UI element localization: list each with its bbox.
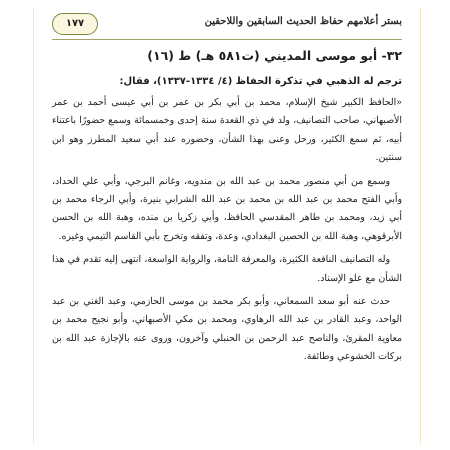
running-header-title: بستر أعلامهم حفاظ الحديث السابقين واللاحقين xyxy=(204,16,402,27)
body-paragraph: «الحافظ الكبير شيخ الإسلام، محمد بن أبي بكر بن عمر بن أبي عيسى أحمد بن عمر الأصبهاني، صاحب التصانيف، ولد في ذي القعدة سنة إحدى وخمسمائة وسمع حضورًا باعتناء أبيه، ثم سمع الكثير، ورحل وعنى بهذا الشأن، وحضوره عند أبي سعيد المطرز وهو ابن سنتين. xyxy=(52,97,402,164)
page-number-badge: ١٧٧ xyxy=(52,13,98,35)
entry-intro: ترجم له الذهبي في تذكرة الحفاظ (٤/ ١٣٣٤-١٣٣٧)، فقال: xyxy=(119,76,402,87)
body-paragraph: وله التصانيف النافعة الكثيرة، والمعرفة التامة، والرواية الواسعة، انتهى إليه تقدم في هذا الشأن مع علو الإسناد. xyxy=(52,254,402,284)
running-header xyxy=(52,13,402,37)
body-paragraph: حدث عنه أبو سعد السمعاني، وأبو بكر محمد بن موسى الحازمي، وعبد الغني بن عبد الواحد، وعبد القادر بن عبد الله الرهاوي، ومحمد بن مكي الأصبهاني، وأبو نجيح محمد بن معاوية المقرئ، والناصح عبد الرحمن بن الحنبلي وآخرون، وروى عنه بالإجازة عبد الله بن بركات الخشوعي وطائفة. xyxy=(52,296,402,363)
body-paragraph: وسمع من أبي منصور محمد بن عبد الله بن مندويه، وغانم البرجي، وأبي علي الحداد، وأبي الفتح محمد بن عبد الله بن محمد بن عبد الله الشرابي بنيرة، وأبي الرجاء محمد بن أبي زيد، ومحمد بن طاهر المقدسي الحافظ، وأبي زكريا بن منده، وهبة الله بن الحسن الأبرقوهي، وهبة الله بن الحصين البغدادي، وعدة، وتفقه وتخرج بأبي القاسم التيمي وغيره. xyxy=(52,175,402,242)
page-body xyxy=(52,44,402,372)
header-divider xyxy=(52,39,402,40)
entry-title: ٣٢- أبو موسى المديني (ت٥٨١ هـ) ط (١٦) xyxy=(147,48,402,63)
